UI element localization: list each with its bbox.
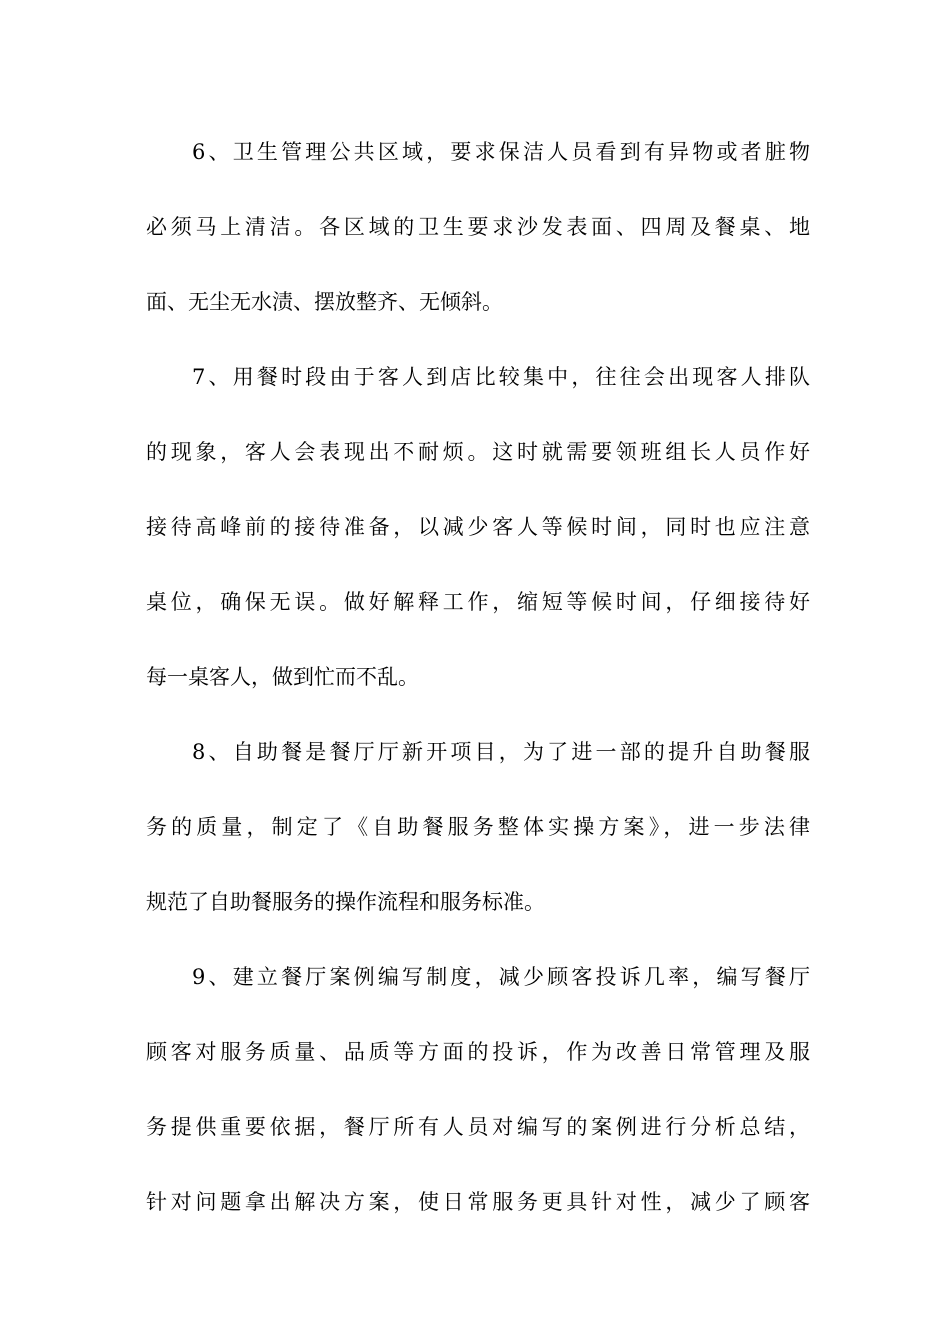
text-line: 规范了自助餐服务的操作流程和服务标准。: [146, 890, 545, 914]
text-line: 必须马上清洁。各区域的卫生要求沙发表面、四周及餐桌、地: [146, 215, 810, 239]
text-line: 务提供重要依据，餐厅所有人员对编写的案例进行分析总结，: [146, 1115, 810, 1139]
text-line: 桌位，确保无误。做好解释工作，缩短等候时间，仔细接待好: [146, 590, 810, 614]
text-line: 接待高峰前的接待准备，以减少客人等候时间，同时也应注意: [146, 515, 810, 539]
text-line: 9、建立餐厅案例编写制度，减少顾客投诉几率，编写餐厅: [192, 965, 810, 989]
text-line: 7、用餐时段由于客人到店比较集中，往往会出现客人排队: [192, 365, 810, 389]
text-line: 面、无尘无水渍、摆放整齐、无倾斜。: [146, 290, 503, 314]
text-line: 6、卫生管理公共区域，要求保洁人员看到有异物或者脏物: [192, 140, 810, 164]
text-line: 的现象，客人会表现出不耐烦。这时就需要领班组长人员作好: [146, 440, 810, 464]
text-line: 8、自助餐是餐厅厅新开项目，为了进一部的提升自助餐服: [192, 740, 810, 764]
text-line: 针对问题拿出解决方案，使日常服务更具针对性，减少了顾客: [146, 1190, 810, 1214]
text-line: 务的质量，制定了《自助餐服务整体实操方案》，进一步法律: [146, 815, 810, 839]
text-line: 顾客对服务质量、品质等方面的投诉，作为改善日常管理及服: [146, 1040, 810, 1064]
text-line: 每一桌客人，做到忙而不乱。: [146, 665, 419, 689]
